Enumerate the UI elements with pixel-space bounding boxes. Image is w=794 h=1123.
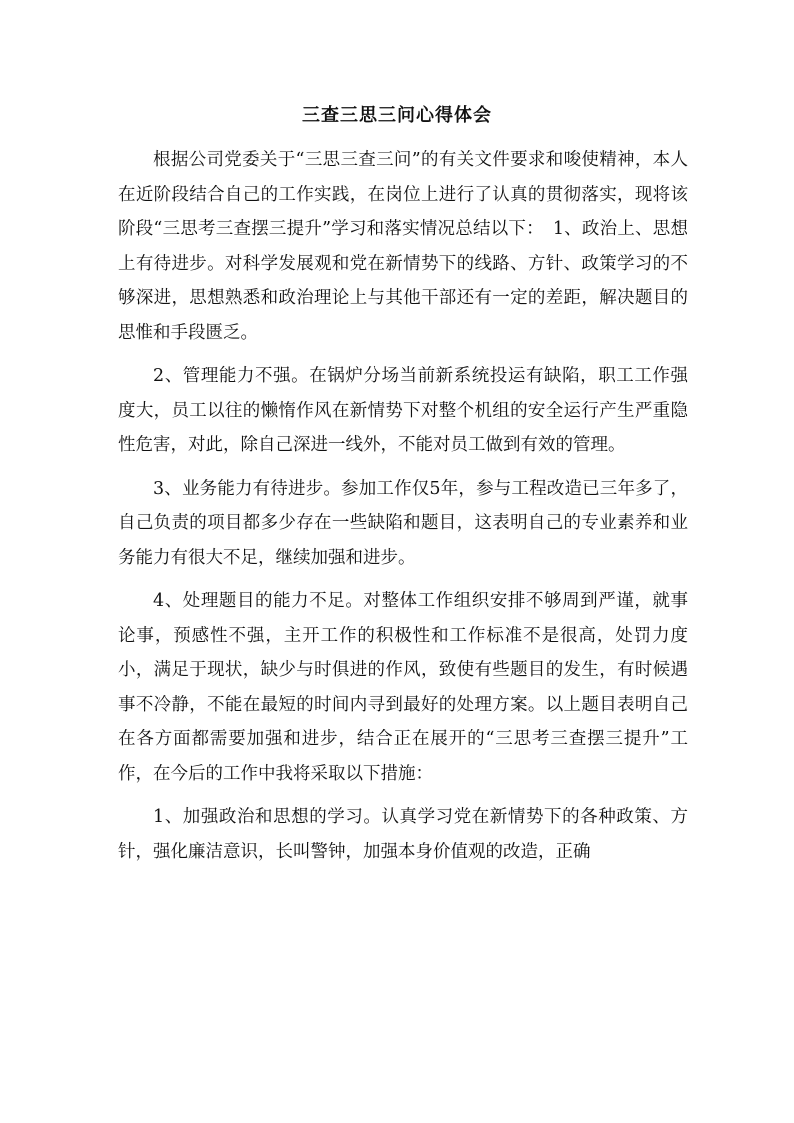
document-body [118, 143, 688, 878]
paragraph-business-ability: 3、业务能力有待进步。参加工作仅5年，参与工程改造已三年多了，自己负责的项目都多少存在一些缺陷和题目，这表明自己的专业素养和业务能力有很大不足，继续加强和进步。 [118, 478, 688, 568]
paragraph-management: 2、管理能力不强。在锅炉分场当前新系统投运有缺陷，职工工作强度大，员工以往的懒惰作风在新情势下对整个机组的安全运行产生严重隐性危害，对此，除自己深进一线外，不能对员工做到有效的管理。 [118, 366, 688, 455]
paragraph-intro: 根据公司党委关于“三思三查三问”的有关文件要求和唆使精神，本人在近阶段结合自己的工作实践，在岗位上进行了认真的贯彻落实，现将该阶段“三思考三查摆三提升”学习和落实情况总结以下： 1、政治上、思想上有待进步。对科学发展观和党在新情势下的线路、方针、政策学习的不够深进，思想熟悉和政治理论上与其他干部还有一定的差距，解决题目的思惟和手段匮乏。 [118, 150, 688, 343]
document-title: 三查三思三问心得体会 [302, 105, 492, 126]
paragraph-problem-handling: 4、处理题目的能力不足。对整体工作组织安排不够周到严谨，就事论事，预感性不强，主开工作的积极性和工作标准不是很高，处罚力度小，满足于现状，缺少与时俱进的作风，致使有些题目的发生，有时候遇事不冷静，不能在最短的时间内寻到最好的处理方案。以上题目表明自己在各方面都需要加强和进步，结合正在展开的“三思考三查摆三提升”工作，在今后的工作中我将采取以下措施： [118, 591, 688, 784]
paragraph-measure-1: 1、加强政治和思想的学习。认真学习党在新情势下的各种政策、方针，强化廉洁意识，长叫警钟，加强本身价值观的改造，正确 [118, 807, 688, 862]
